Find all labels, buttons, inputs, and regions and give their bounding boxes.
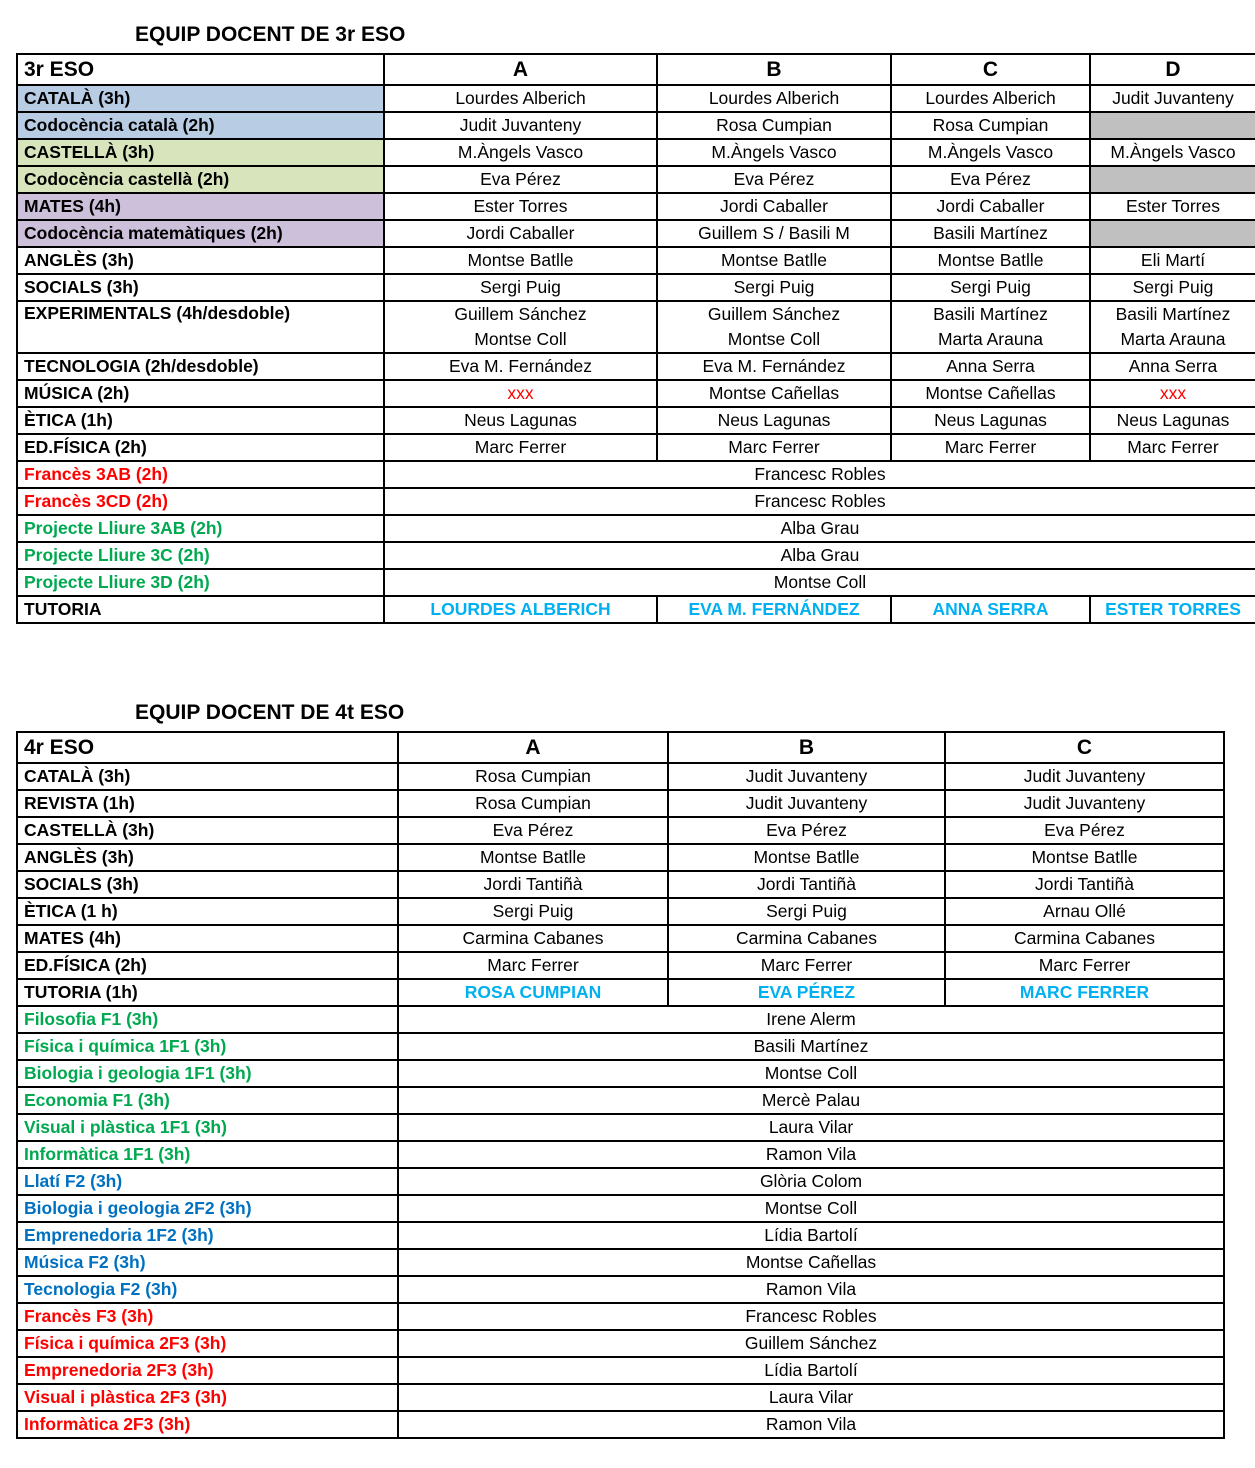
optional-row <box>17 1060 1224 1087</box>
teacher-cell: Jordi Caballer <box>891 193 1090 220</box>
teacher-cell: Glòria Colom <box>398 1168 1224 1195</box>
tutoria-row <box>17 596 1255 623</box>
table-row <box>17 274 1255 301</box>
subject-cell: CASTELLÀ (3h) <box>17 817 398 844</box>
teacher-cell: Carmina Cabanes <box>398 925 668 952</box>
subject-cell: Informàtica 1F1 (3h) <box>17 1141 398 1168</box>
table-row <box>17 763 1224 790</box>
optional-row <box>17 569 1255 596</box>
tutoria-row <box>17 979 1224 1006</box>
tutor-cell: LOURDES ALBERICH <box>384 596 657 623</box>
teacher-cell: Eva Pérez <box>384 166 657 193</box>
table-row <box>17 301 1255 327</box>
teacher-cell: Arnau Ollé <box>945 898 1224 925</box>
table-row <box>17 166 1255 193</box>
table-row <box>17 817 1224 844</box>
teacher-cell: Jordi Tantiñà <box>398 871 668 898</box>
subject-cell: Música F2 (3h) <box>17 1249 398 1276</box>
subject-cell: ED.FÍSICA (2h) <box>17 434 384 461</box>
teacher-cell: Sergi Puig <box>398 898 668 925</box>
subject-cell: SOCIALS (3h) <box>17 274 384 301</box>
teacher-cell: Montse Batlle <box>891 247 1090 274</box>
teacher-cell: Montse Batlle <box>657 247 891 274</box>
optional-row <box>17 1195 1224 1222</box>
tutor-cell: EVA M. FERNÁNDEZ <box>657 596 891 623</box>
table-row <box>17 952 1224 979</box>
subject-cell: REVISTA (1h) <box>17 790 398 817</box>
optional-row <box>17 542 1255 569</box>
table-row <box>17 193 1255 220</box>
subject-cell: CATALÀ (3h) <box>17 763 398 790</box>
teacher-cell: Jordi Caballer <box>657 193 891 220</box>
teacher-cell: Eva Pérez <box>891 166 1090 193</box>
teacher-cell: Sergi Puig <box>384 274 657 301</box>
table-row <box>17 139 1255 166</box>
teacher-cell: Eli Martí <box>1090 247 1255 274</box>
teacher-cell: Judit Juvanteny <box>1090 85 1255 112</box>
teacher-cell: Montse Batlle <box>384 247 657 274</box>
header-cell: 4r ESO <box>17 732 398 763</box>
table-row <box>17 844 1224 871</box>
subject-cell: Francès F3 (3h) <box>17 1303 398 1330</box>
teacher-cell: Judit Juvanteny <box>945 790 1224 817</box>
subject-cell: CATALÀ (3h) <box>17 85 384 112</box>
teacher-cell: Basili Martínez <box>891 220 1090 247</box>
teacher-cell: Ramon Vila <box>398 1411 1224 1438</box>
teacher-cell: Eva Pérez <box>668 817 945 844</box>
teacher-cell: Montse Cañellas <box>891 380 1090 407</box>
teacher-cell: Francesc Robles <box>384 461 1255 488</box>
table-row <box>17 380 1255 407</box>
subject-cell: MATES (4h) <box>17 193 384 220</box>
teacher-cell: Basili Martínez <box>891 301 1090 327</box>
optional-row <box>17 1006 1224 1033</box>
teacher-cell: M.Àngels Vasco <box>1090 139 1255 166</box>
header-cell: 3r ESO <box>17 54 384 85</box>
empty-cell <box>1090 220 1255 247</box>
teacher-cell: Rosa Cumpian <box>657 112 891 139</box>
optional-row <box>17 1087 1224 1114</box>
teacher-cell: Judit Juvanteny <box>668 790 945 817</box>
tutor-cell: ESTER TORRES <box>1090 596 1255 623</box>
teacher-cell: Eva M. Fernández <box>657 353 891 380</box>
teacher-cell: Eva Pérez <box>657 166 891 193</box>
empty-cell <box>1090 112 1255 139</box>
teacher-cell: Lourdes Alberich <box>657 85 891 112</box>
optional-row <box>17 1114 1224 1141</box>
teacher-cell: Rosa Cumpian <box>398 790 668 817</box>
optional-row <box>17 1168 1224 1195</box>
subject-cell: Visual i plàstica 2F3 (3h) <box>17 1384 398 1411</box>
teacher-cell: Judit Juvanteny <box>668 763 945 790</box>
header-cell: C <box>891 54 1090 85</box>
teacher-cell: Marta Arauna <box>891 327 1090 353</box>
teacher-cell: Jordi Tantiñà <box>945 871 1224 898</box>
header-cell: B <box>668 732 945 763</box>
teacher-cell: Jordi Caballer <box>384 220 657 247</box>
teacher-cell: Neus Lagunas <box>657 407 891 434</box>
teacher-cell: Neus Lagunas <box>891 407 1090 434</box>
subject-cell: TUTORIA (1h) <box>17 979 398 1006</box>
subject-cell: Llatí F2 (3h) <box>17 1168 398 1195</box>
teacher-cell: Anna Serra <box>1090 353 1255 380</box>
subject-cell: Francès 3CD (2h) <box>17 488 384 515</box>
optional-row <box>17 515 1255 542</box>
teacher-cell: Rosa Cumpian <box>891 112 1090 139</box>
teacher-cell: Sergi Puig <box>891 274 1090 301</box>
subject-cell: Projecte Lliure 3C (2h) <box>17 542 384 569</box>
teacher-cell: Lídia Bartolí <box>398 1222 1224 1249</box>
subject-cell: Visual i plàstica 1F1 (3h) <box>17 1114 398 1141</box>
teacher-cell: M.Àngels Vasco <box>657 139 891 166</box>
subject-cell: Economia F1 (3h) <box>17 1087 398 1114</box>
teacher-cell: Marc Ferrer <box>945 952 1224 979</box>
table-row <box>17 790 1224 817</box>
teacher-cell: Marc Ferrer <box>384 434 657 461</box>
table-row <box>17 353 1255 380</box>
table-row <box>17 112 1255 139</box>
optional-row <box>17 461 1255 488</box>
title-3r-eso: EQUIP DOCENT DE 3r ESO <box>135 23 406 46</box>
teacher-cell: Guillem Sánchez <box>384 301 657 327</box>
teacher-cell: Sergi Puig <box>657 274 891 301</box>
teacher-cell: Montse Coll <box>398 1195 1224 1222</box>
teacher-cell: Guillem Sánchez <box>398 1330 1224 1357</box>
tutor-cell: ANNA SERRA <box>891 596 1090 623</box>
teacher-cell: Francesc Robles <box>398 1303 1224 1330</box>
teacher-cell: Laura Vilar <box>398 1384 1224 1411</box>
subject-cell: ANGLÈS (3h) <box>17 844 398 871</box>
teacher-cell: xxx <box>384 380 657 407</box>
subject-cell: Biologia i geologia 2F2 (3h) <box>17 1195 398 1222</box>
subject-cell: Codocència català (2h) <box>17 112 384 139</box>
teacher-cell: Sergi Puig <box>1090 274 1255 301</box>
table-row <box>17 85 1255 112</box>
teacher-cell: xxx <box>1090 380 1255 407</box>
teacher-cell: Montse Cañellas <box>657 380 891 407</box>
header-cell: A <box>398 732 668 763</box>
teacher-cell: Lourdes Alberich <box>891 85 1090 112</box>
subject-cell: Informàtica 2F3 (3h) <box>17 1411 398 1438</box>
optional-row <box>17 1384 1224 1411</box>
optional-row <box>17 1357 1224 1384</box>
teacher-cell: Guillem Sánchez <box>657 301 891 327</box>
subject-cell: CASTELLÀ (3h) <box>17 139 384 166</box>
header-row <box>17 54 1255 85</box>
subject-cell: Francès 3AB (2h) <box>17 461 384 488</box>
teacher-cell: Lídia Bartolí <box>398 1357 1224 1384</box>
teacher-cell: Ester Torres <box>1090 193 1255 220</box>
tutor-cell: EVA PÉREZ <box>668 979 945 1006</box>
subject-cell: SOCIALS (3h) <box>17 871 398 898</box>
subject-cell: ÈTICA (1h) <box>17 407 384 434</box>
teacher-cell: Ramon Vila <box>398 1276 1224 1303</box>
teacher-cell: M.Àngels Vasco <box>891 139 1090 166</box>
subject-cell: Emprenedoria 1F2 (3h) <box>17 1222 398 1249</box>
teacher-cell: Basili Martínez <box>1090 301 1255 327</box>
subject-cell: ÈTICA (1 h) <box>17 898 398 925</box>
header-cell: C <box>945 732 1224 763</box>
subject-cell: TUTORIA <box>17 596 384 623</box>
teacher-cell: Francesc Robles <box>384 488 1255 515</box>
teacher-cell: Montse Batlle <box>668 844 945 871</box>
subject-cell: Codocència matemàtiques (2h) <box>17 220 384 247</box>
subject-cell: Tecnologia F2 (3h) <box>17 1276 398 1303</box>
teacher-cell: Montse Coll <box>384 327 657 353</box>
teacher-cell: Irene Alerm <box>398 1006 1224 1033</box>
title-4t-eso: EQUIP DOCENT DE 4t ESO <box>135 701 405 724</box>
teacher-cell: Carmina Cabanes <box>945 925 1224 952</box>
teacher-cell: Marta Arauna <box>1090 327 1255 353</box>
optional-row <box>17 1141 1224 1168</box>
header-row <box>17 732 1224 763</box>
optional-row <box>17 1411 1224 1438</box>
optional-row <box>17 1249 1224 1276</box>
teacher-cell: Montse Batlle <box>945 844 1224 871</box>
subject-cell: ED.FÍSICA (2h) <box>17 952 398 979</box>
teacher-cell: Alba Grau <box>384 515 1255 542</box>
table-row <box>17 898 1224 925</box>
teacher-cell: Montse Coll <box>398 1060 1224 1087</box>
teacher-cell: Rosa Cumpian <box>398 763 668 790</box>
table-3r-eso <box>16 53 1255 624</box>
teacher-cell: Guillem S / Basili M <box>657 220 891 247</box>
table-row <box>17 434 1255 461</box>
teacher-cell: Montse Coll <box>657 327 891 353</box>
tutor-cell: ROSA CUMPIAN <box>398 979 668 1006</box>
optional-row <box>17 1303 1224 1330</box>
teacher-cell: Jordi Tantiñà <box>668 871 945 898</box>
table-row <box>17 925 1224 952</box>
table-row <box>17 871 1224 898</box>
teacher-cell: Montse Coll <box>384 569 1255 596</box>
teacher-cell: Eva M. Fernández <box>384 353 657 380</box>
teacher-cell: Neus Lagunas <box>1090 407 1255 434</box>
tutor-cell: MARC FERRER <box>945 979 1224 1006</box>
teacher-cell: Montse Cañellas <box>398 1249 1224 1276</box>
subject-cell: Filosofia F1 (3h) <box>17 1006 398 1033</box>
header-cell: D <box>1090 54 1255 85</box>
optional-row <box>17 488 1255 515</box>
teacher-cell: M.Àngels Vasco <box>384 139 657 166</box>
subject-cell: Biologia i geologia 1F1 (3h) <box>17 1060 398 1087</box>
teacher-cell: Laura Vilar <box>398 1114 1224 1141</box>
optional-row <box>17 1222 1224 1249</box>
subject-cell: Física i química 2F3 (3h) <box>17 1330 398 1357</box>
header-cell: A <box>384 54 657 85</box>
subject-cell: Codocència castellà (2h) <box>17 166 384 193</box>
subject-cell: Projecte Lliure 3AB (2h) <box>17 515 384 542</box>
subject-cell: TECNOLOGIA (2h/desdoble) <box>17 353 384 380</box>
teacher-cell: Sergi Puig <box>668 898 945 925</box>
table-4t-eso <box>16 731 1225 1439</box>
teacher-cell: Judit Juvanteny <box>384 112 657 139</box>
teacher-cell: Lourdes Alberich <box>384 85 657 112</box>
teacher-cell: Montse Batlle <box>398 844 668 871</box>
teacher-cell: Marc Ferrer <box>398 952 668 979</box>
optional-row <box>17 1330 1224 1357</box>
teacher-cell: Anna Serra <box>891 353 1090 380</box>
empty-cell <box>1090 166 1255 193</box>
table-row <box>17 247 1255 274</box>
subject-cell: EXPERIMENTALS (4h/desdoble) <box>17 301 384 353</box>
subject-cell: ANGLÈS (3h) <box>17 247 384 274</box>
teacher-cell: Eva Pérez <box>398 817 668 844</box>
teacher-cell: Judit Juvanteny <box>945 763 1224 790</box>
subject-cell: Física i química 1F1 (3h) <box>17 1033 398 1060</box>
teacher-cell: Basili Martínez <box>398 1033 1224 1060</box>
teacher-cell: Mercè Palau <box>398 1087 1224 1114</box>
teacher-cell: Alba Grau <box>384 542 1255 569</box>
subject-cell: MÚSICA (2h) <box>17 380 384 407</box>
teacher-cell: Marc Ferrer <box>657 434 891 461</box>
subject-cell: MATES (4h) <box>17 925 398 952</box>
teacher-cell: Ramon Vila <box>398 1141 1224 1168</box>
teacher-cell: Ester Torres <box>384 193 657 220</box>
teacher-cell: Carmina Cabanes <box>668 925 945 952</box>
optional-row <box>17 1276 1224 1303</box>
table-row <box>17 407 1255 434</box>
teacher-cell: Neus Lagunas <box>384 407 657 434</box>
subject-cell: Emprenedoria 2F3 (3h) <box>17 1357 398 1384</box>
optional-row <box>17 1033 1224 1060</box>
table-row <box>17 220 1255 247</box>
subject-cell: Projecte Lliure 3D (2h) <box>17 569 384 596</box>
header-cell: B <box>657 54 891 85</box>
teacher-cell: Marc Ferrer <box>1090 434 1255 461</box>
teacher-cell: Eva Pérez <box>945 817 1224 844</box>
teacher-cell: Marc Ferrer <box>668 952 945 979</box>
teacher-cell: Marc Ferrer <box>891 434 1090 461</box>
